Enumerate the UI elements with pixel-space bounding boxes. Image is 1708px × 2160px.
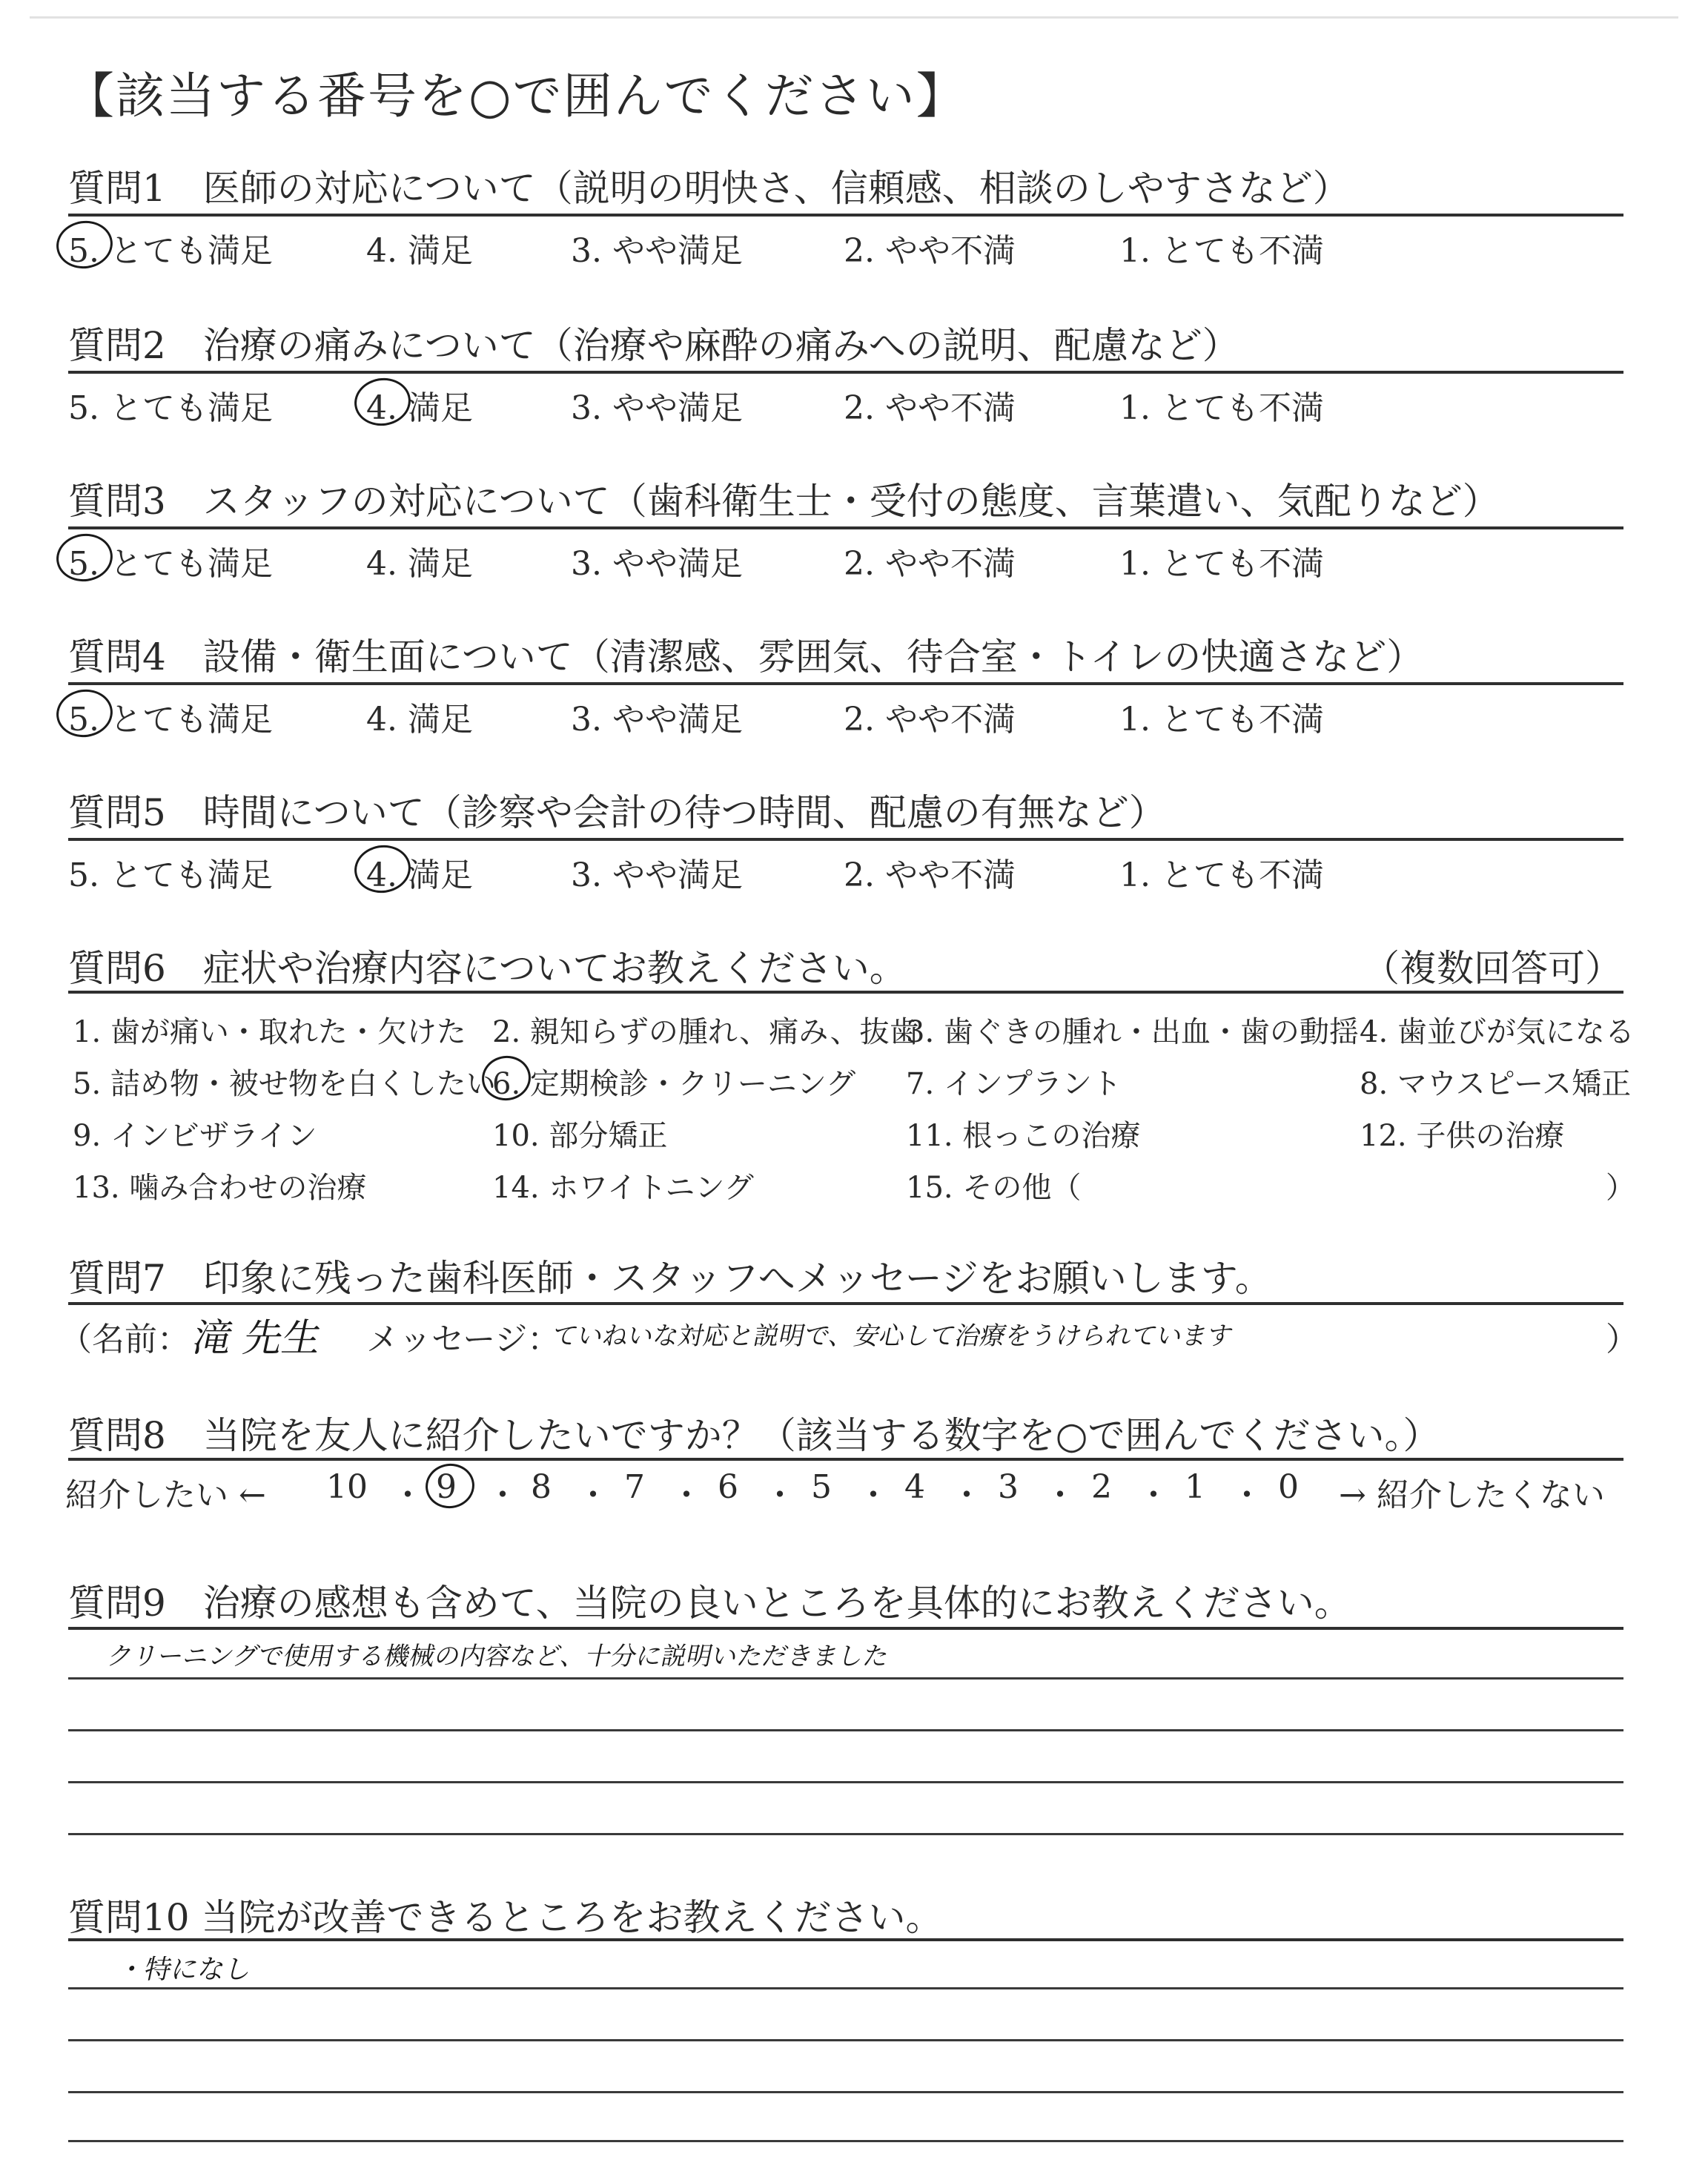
option-4[interactable]: 4. 満足 (366, 389, 473, 427)
q6-item[interactable]: 14. ホワイトニング (492, 1171, 754, 1205)
scale-separator: ・ (577, 1476, 609, 1514)
q6-item[interactable]: 13. 噛み合わせの治療 (73, 1171, 367, 1205)
q6-item[interactable]: 3. 歯ぐきの腫れ・出血・歯の動揺 (906, 1015, 1359, 1049)
answer-line (68, 1987, 1623, 1989)
scale-8[interactable]: 8 (531, 1468, 552, 1506)
option-5[interactable]: 5. とても満足 (68, 545, 273, 583)
question-title: 質問4 設備・衛生面について（清潔感、雰囲気、待合室・トイレの快適さなど） (68, 635, 1424, 678)
question-rule (68, 682, 1623, 685)
q6-item[interactable]: 12. 子供の治療 (1360, 1119, 1565, 1153)
question-title: 質問6 症状や治療内容についてお教えください。 (68, 947, 907, 990)
scale-9[interactable]: 9 (436, 1468, 457, 1506)
q6-item[interactable]: 6. 定期検診・クリーニング (492, 1067, 856, 1101)
q6-item[interactable]: 15. その他（ (906, 1171, 1082, 1205)
scale-separator: ・ (1137, 1476, 1170, 1514)
scale-10[interactable]: 10 (326, 1468, 368, 1506)
scale-separator: ・ (391, 1476, 424, 1514)
multiple-answer-note: （複数回答可） (1363, 947, 1622, 990)
answer-line (68, 1677, 1623, 1680)
name-handwritten[interactable]: 滝 先生 (188, 1316, 326, 1361)
scale-separator: ・ (857, 1476, 890, 1514)
q6-item[interactable]: 10. 部分矯正 (492, 1119, 668, 1153)
answer-line (68, 1781, 1623, 1783)
answer-line (68, 2091, 1623, 2093)
page-top-edge (30, 16, 1678, 19)
question-title: 質問7 印象に残った歯科医師・スタッフへメッセージをお願いします。 (68, 1257, 1272, 1300)
option-1[interactable]: 1. とても不満 (1119, 545, 1324, 583)
q6-item[interactable]: 7. インプラント (906, 1067, 1122, 1101)
option-2[interactable]: 2. やや不満 (844, 856, 1016, 894)
question-rule (68, 1458, 1623, 1461)
option-1[interactable]: 1. とても不満 (1119, 232, 1324, 270)
scale-3[interactable]: 3 (998, 1468, 1019, 1506)
q6-item[interactable]: 4. 歯並びが気になる (1360, 1015, 1635, 1049)
scale-0[interactable]: 0 (1278, 1468, 1299, 1506)
q6-item[interactable]: 1. 歯が痛い・取れた・欠けた (73, 1015, 466, 1049)
option-1[interactable]: 1. とても不満 (1119, 389, 1324, 427)
question-title: 質問9 治療の感想も含めて、当院の良いところを具体的にお教えください。 (68, 1582, 1351, 1625)
answer-line (68, 2039, 1623, 2041)
question-rule (68, 1627, 1623, 1630)
question-rule (68, 214, 1623, 217)
scale-1[interactable]: 1 (1185, 1468, 1205, 1506)
q9-answer-handwritten[interactable]: クリーニングで使用する機械の内容など、十分に説明いただきました (105, 1642, 892, 1671)
answer-line (68, 2140, 1623, 2142)
form-heading: 【該当する番号を○で囲んでください】 (65, 67, 967, 125)
scale-separator: ・ (764, 1476, 796, 1514)
scale-5[interactable]: 5 (811, 1468, 832, 1506)
option-1[interactable]: 1. とても不満 (1119, 856, 1324, 894)
q6-item[interactable]: 2. 親知らずの腫れ、痛み、抜歯 (492, 1015, 919, 1049)
question-rule (68, 838, 1623, 841)
option-2[interactable]: 2. やや不満 (844, 701, 1016, 739)
scale-separator: ・ (1044, 1476, 1076, 1514)
option-5[interactable]: 5. とても満足 (68, 856, 273, 894)
q6-item[interactable]: 8. マウスピース矯正 (1360, 1067, 1632, 1101)
option-4[interactable]: 4. 満足 (366, 545, 473, 583)
question-title: 質問8 当院を友人に紹介したいですか？（該当する数字を○で囲んでください。） (68, 1414, 1440, 1457)
scale-separator: ・ (670, 1476, 703, 1514)
recommend-left-label: 紹介したい ← (65, 1476, 266, 1514)
question-title: 質問5 時間について（診察や会計の待つ時間、配慮の有無など） (68, 791, 1166, 834)
scale-4[interactable]: 4 (904, 1468, 925, 1506)
message-handwritten[interactable]: ていねいな対応と説明で、安心して治療をうけられています (549, 1321, 1236, 1351)
question-title: 質問10 当院が改善できるところをお教えください。 (68, 1896, 943, 1939)
message-label: メッセージ： (366, 1321, 560, 1358)
q6-item[interactable]: 5. 詰め物・被せ物を白くしたい (73, 1067, 496, 1101)
scale-6[interactable]: 6 (718, 1468, 738, 1506)
option-4[interactable]: 4. 満足 (366, 232, 473, 270)
option-5[interactable]: 5. とても満足 (68, 232, 273, 270)
name-label: （名前： (59, 1321, 190, 1358)
answer-line (68, 1833, 1623, 1835)
scale-separator: ・ (950, 1476, 983, 1514)
message-close-paren: ） (1606, 1321, 1638, 1358)
option-4[interactable]: 4. 満足 (366, 701, 473, 739)
q10-answer-handwritten[interactable]: ・特になし (115, 1955, 255, 1985)
question-title: 質問1 医師の対応について（説明の明快さ、信頼感、相談のしやすさなど） (68, 167, 1350, 210)
question-rule (68, 1938, 1623, 1941)
option-2[interactable]: 2. やや不満 (844, 232, 1016, 270)
option-4[interactable]: 4. 満足 (366, 856, 473, 894)
recommend-right-label: → 紹介したくない (1339, 1476, 1605, 1514)
option-3[interactable]: 3. やや満足 (571, 232, 743, 270)
option-3[interactable]: 3. やや満足 (571, 545, 743, 583)
option-3[interactable]: 3. やや満足 (571, 701, 743, 739)
scale-separator: ・ (1231, 1476, 1263, 1514)
question-rule (68, 526, 1623, 529)
question-title: 質問2 治療の痛みについて（治療や麻酔の痛みへの説明、配慮など） (68, 324, 1239, 367)
question-title: 質問3 スタッフの対応について（歯科衛生士・受付の態度、言葉遣い、気配りなど） (68, 480, 1500, 523)
scale-2[interactable]: 2 (1091, 1468, 1112, 1506)
option-2[interactable]: 2. やや不満 (844, 389, 1016, 427)
scale-7[interactable]: 7 (624, 1468, 645, 1506)
q6-item[interactable]: 11. 根っこの治療 (906, 1119, 1141, 1153)
question-rule (68, 371, 1623, 374)
answer-line (68, 1729, 1623, 1731)
q6-close-paren: ） (1606, 1171, 1635, 1205)
option-3[interactable]: 3. やや満足 (571, 389, 743, 427)
question-rule (68, 991, 1623, 994)
option-1[interactable]: 1. とても不満 (1119, 701, 1324, 739)
option-5[interactable]: 5. とても満足 (68, 701, 273, 739)
question-rule (68, 1302, 1623, 1305)
option-2[interactable]: 2. やや不満 (844, 545, 1016, 583)
scale-separator: ・ (486, 1476, 519, 1514)
option-5[interactable]: 5. とても満足 (68, 389, 273, 427)
q6-item[interactable]: 9. インビザライン (73, 1119, 317, 1153)
option-3[interactable]: 3. やや満足 (571, 856, 743, 894)
